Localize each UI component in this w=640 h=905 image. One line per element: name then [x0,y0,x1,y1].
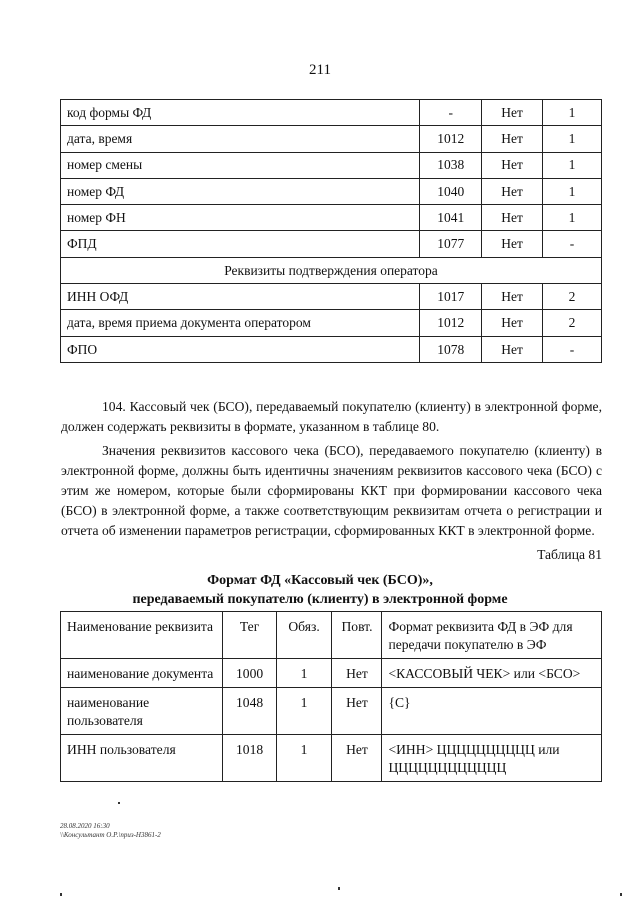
attr-required: Нет [482,100,543,126]
attr-repeat: 2 [543,310,602,336]
column-header: Наименование реквизита [61,612,223,659]
paragraph-values: Значения реквизитов кассового чека (БСО), передаваемого покупателю (клиенту) в электронной форме, должны быть идентичны значениям реквизитов кассового чека (БСО) с этим же номером, которые были сформированы ККТ при формировании кассового чека (БСО) в электронной форме, а также соответствующим реквизитам отчета о регистрации и отчета об изменении параметров регистрации, сформированных ККТ в электронной форме. [61,443,602,538]
attr-required: Нет [482,310,543,336]
table-row [61,231,602,257]
table-header-row [61,612,602,659]
attr-repeat: Нет [331,735,382,782]
column-header: Формат реквизита ФД в ЭФ для передачи покупателю в ЭФ [382,612,602,659]
attr-repeat: 1 [543,205,602,231]
table-row [61,152,602,178]
table-row [61,688,602,735]
column-header: Тег [222,612,276,659]
scan-mark [118,802,120,804]
attr-required: Нет [482,231,543,257]
scan-mark [60,893,62,896]
attr-tag: 1041 [420,205,482,231]
table-title [0,571,640,609]
attr-required: Нет [482,152,543,178]
attr-tag: - [420,100,482,126]
attr-tag: 1012 [420,310,482,336]
attr-tag: 1017 [420,284,482,310]
attr-name: дата, время приема документа оператором [61,310,420,336]
attr-repeat: - [543,336,602,362]
attr-required: 1 [276,659,331,688]
footer-date: 28.08.2020 16:30 [60,822,110,830]
attr-name: ИНН пользователя [61,735,223,782]
attr-name: наименование пользователя [61,688,223,735]
attr-tag: 1040 [420,178,482,204]
attr-repeat: 1 [543,100,602,126]
attr-tag: 1077 [420,231,482,257]
attr-tag: 1018 [222,735,276,782]
table-row [61,659,602,688]
table-row [61,336,602,362]
table-row [61,284,602,310]
table-80 [60,99,602,363]
scan-mark [338,887,340,890]
table-row [61,178,602,204]
attr-repeat: 1 [543,152,602,178]
attr-name: код формы ФД [61,100,420,126]
table-81 [60,611,602,782]
attr-required: 1 [276,688,331,735]
attr-name: номер ФД [61,178,420,204]
attr-tag: 1078 [420,336,482,362]
footer-path: \\Консультант О.Р.\приз-Н3861-2 [60,831,161,839]
footer-stamp [60,822,161,840]
attr-tag: 1048 [222,688,276,735]
table-label: Таблица 81 [537,547,602,562]
column-header: Повт. [331,612,382,659]
attr-tag: 1000 [222,659,276,688]
table-title-line1: Формат ФД «Кассовый чек (БСО)», [207,573,433,588]
attr-format: <ИНН> ЦЦЦЦЦЦЦЦЦЦ или ЦЦЦЦЦЦЦЦЦЦЦЦ [382,735,602,782]
attr-name: ИНН ОФД [61,284,420,310]
table-title-line2: передаваемый покупателю (клиенту) в электронной форме [132,592,508,607]
attr-tag: 1038 [420,152,482,178]
paragraph-104: 104. Кассовый чек (БСО), передаваемый покупателю (клиенту) в электронной форме, должен содержать реквизиты в формате, указанном в таблице 80. [61,399,602,434]
attr-name: ФПО [61,336,420,362]
attr-name: наименование документа [61,659,223,688]
attr-required: 1 [276,735,331,782]
attr-repeat: Нет [331,659,382,688]
column-header: Обяз. [276,612,331,659]
attr-required: Нет [482,336,543,362]
attr-required: Нет [482,205,543,231]
attr-tag: 1012 [420,126,482,152]
attr-required: Нет [482,284,543,310]
attr-name: номер ФН [61,205,420,231]
attr-repeat: 1 [543,126,602,152]
table-section-row [61,257,602,283]
attr-repeat: Нет [331,688,382,735]
attr-repeat: - [543,231,602,257]
attr-required: Нет [482,126,543,152]
attr-name: дата, время [61,126,420,152]
attr-name: номер смены [61,152,420,178]
attr-required: Нет [482,178,543,204]
table-row [61,100,602,126]
table-row [61,126,602,152]
page-number: 211 [309,62,331,78]
attr-repeat: 1 [543,178,602,204]
attr-format: <КАССОВЫЙ ЧЕК> или <БСО> [382,659,602,688]
scan-mark [620,893,622,896]
section-heading: Реквизиты подтверждения оператора [61,257,602,283]
attr-repeat: 2 [543,284,602,310]
table-row [61,205,602,231]
table-row [61,735,602,782]
attr-format: {С} [382,688,602,735]
attr-name: ФПД [61,231,420,257]
table-row [61,310,602,336]
